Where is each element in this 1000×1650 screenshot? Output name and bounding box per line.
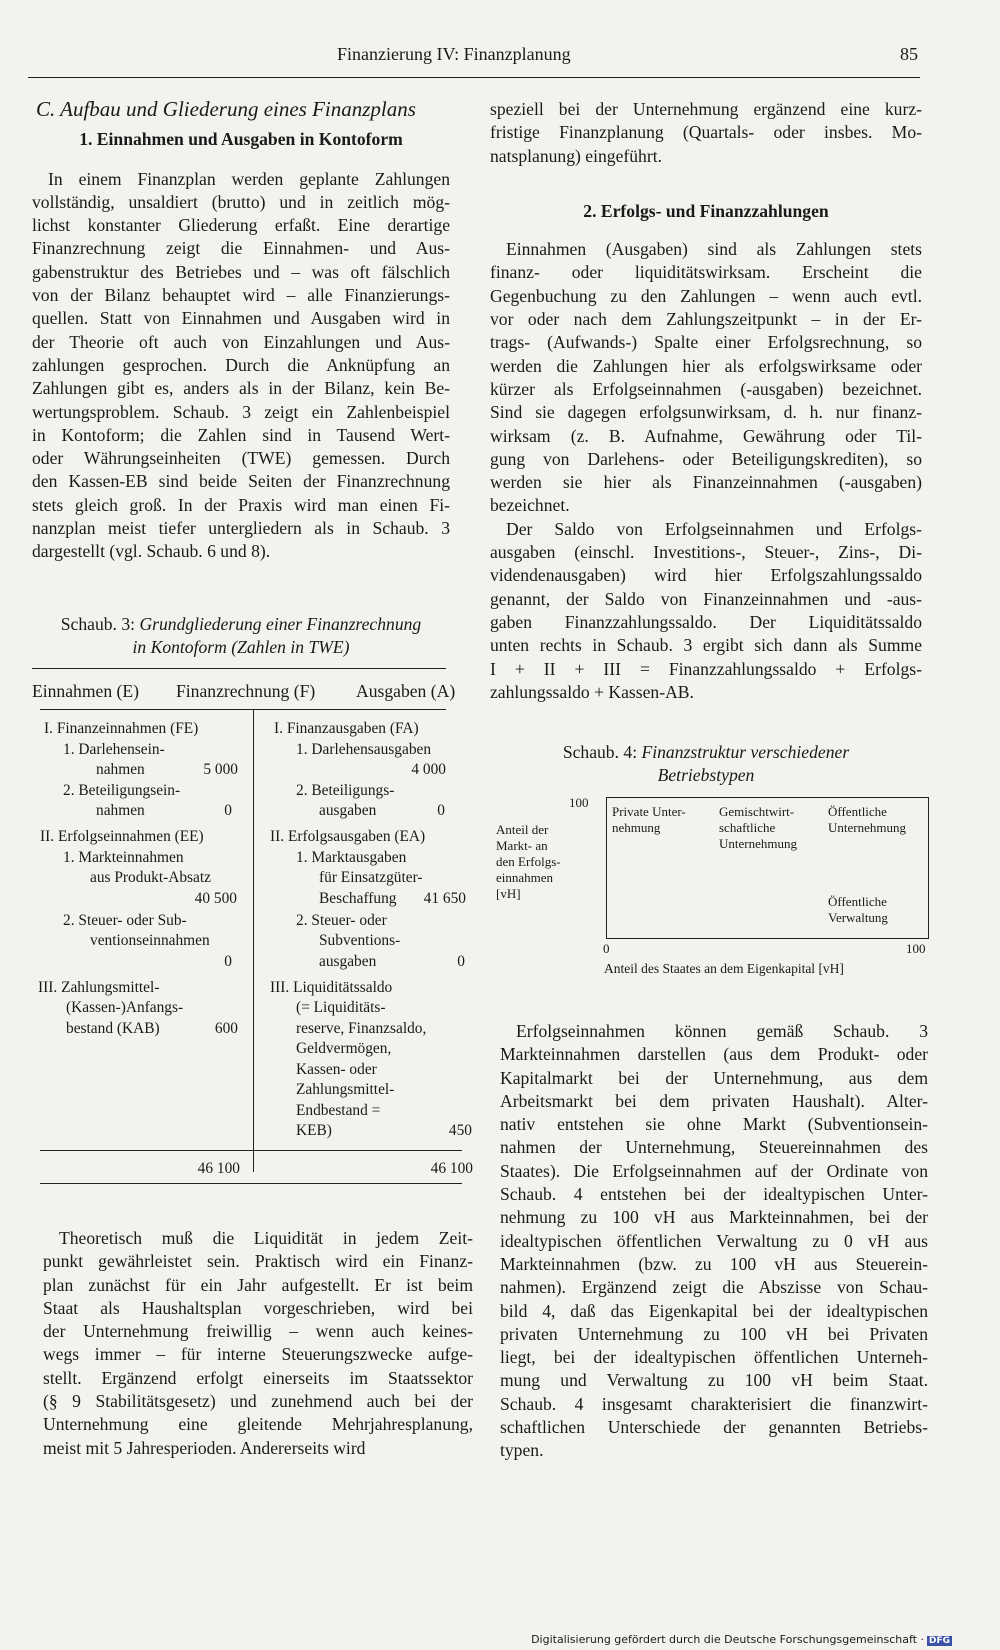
right-column-top [490,98,922,704]
text-line: trags- (Aufwands-) Spalte einer Erfolgsrechnung, so [490,332,922,353]
tr-iiid: Geldvermögen, [296,1040,392,1057]
text-line: zahlungssaldo + Kassen-AB. [490,681,694,702]
tl-ii: II. Erfolgseinnahmen (EE) [40,828,204,845]
tr-ii2-val: 0 [457,953,465,970]
tl-i2-val: 0 [224,802,232,819]
text-line: stellt. Ergänzend erfolgt einerseits im Staatssektor [43,1367,473,1388]
tr-iii: III. Liquiditätssaldo [270,979,393,996]
text-line: gung von Darlehens- oder Beteiligungskrediten), so [490,448,922,469]
tl-ii1-val: 40 500 [194,890,237,907]
subsection-heading-1: 1. Einnahmen und Ausgaben in Kontoform [79,129,403,150]
table-center-line [253,710,254,1172]
tr-i1: 1. Darlehensausgaben [296,741,432,758]
tr-iiib: (= Liquiditäts- [296,999,386,1016]
text-line: speziell bei der Unternehmung ergänzend eine kurz- [490,99,922,119]
text-line: videndenausgaben) wird hier Erfolgszahlungssaldo [490,565,922,586]
text-line: (§ 9 Stabilitätsgesetz) und zunehmend auch bei der [43,1391,473,1412]
tr-iiie: Kassen- oder [296,1061,377,1078]
table-caption-prefix: Schaub. 3: [60,614,136,634]
table-head-mid: Finanzrechnung (F) [176,681,316,701]
tl-iii: III. Zahlungsmittel- [38,979,160,996]
text-line: Finanzrechnung zeigt die Einnahmen- und Aus- [32,238,450,259]
text-line: Markteinnahmen darstellen (aus dem Produkt- oder [500,1044,928,1065]
diagram-caption-prefix: Schaub. 4: [562,742,638,762]
table-total-right: 46 100 [430,1160,473,1177]
text-line: In einem Finanzplan werden geplante Zahlungen [48,168,450,189]
text-line: natsplanung) eingeführt. [490,145,662,166]
table-head-right: Ausgaben (A) [356,681,456,701]
tr-i: I. Finanzausgaben (FA) [274,720,419,737]
tr-i2b: ausgaben [319,802,377,819]
paragraph-r2 [490,238,922,518]
diagram-box-public-enterprise [828,804,906,836]
text-line: bezeichnet. [490,495,570,516]
box-line: schaftliche [719,820,776,835]
tr-iiif: Zahlungsmittel- [296,1081,395,1098]
box-line: nehmung [612,820,661,835]
tl-iiib: (Kassen-)Anfangs- [66,999,184,1016]
box-line: Gemischtwirt- [719,804,795,819]
text-line: privaten Unternehmung zu 100 vH bei Privaten [500,1323,928,1344]
tr-ii2b: Subventions- [319,932,401,949]
tr-ii1: 1. Marktausgaben [296,849,407,866]
text-line: idealtypischen öffentlichen Verwaltung zu 0 vH aus [500,1230,928,1251]
text-line: stets gleich groß. In der Praxis wird man einen Fi- [32,494,450,515]
text-line: meist mit 5 Jahresperioden. Andererseits wird [43,1437,366,1458]
diagram-x-right: 100 [906,941,926,956]
tl-ii1: 1. Markteinnahmen [63,849,184,866]
text-line: punkt gewährleistet sein. Praktisch wird ein Finanz- [43,1251,473,1272]
diagram-caption-title-1: Finanzstruktur verschiedener [641,742,850,762]
text-line: ausgaben (einschl. Investitions-, Steuer-, Zins-, Di- [490,542,922,563]
tr-ii2: 2. Steuer- oder [296,912,387,929]
header-rule [28,77,920,78]
text-line: gabenstruktur des Betriebes und – was oft fälschlich [32,261,450,282]
text-line: werden sie hier als Finanzeinnahmen (-ausgaben) [490,472,922,493]
text-line: zahlungen gesprochen. Durch die Anknüpfung an [32,354,450,375]
text-line: werden die Zahlungen hier als erfolgswirksame oder [490,355,922,376]
tr-ii1c: Beschaffung [319,890,397,907]
text-line: Staat als Haushaltsplan vorgeschrieben, wird bei [43,1297,473,1318]
text-line: nativ entstehen sie ohne Markt (Subventionsein- [500,1114,928,1135]
text-line: nehmung zu 100 vH aus Markteinnahmen, bei der [500,1207,928,1228]
text-line: wertungsproblem. Schaub. 3 zeigt ein Zahlenbeispiel [32,401,450,422]
right-column-bottom [500,1020,928,1463]
table-head-left: Einnahmen (E) [32,681,139,701]
tr-iiig: Endbestand = [296,1102,381,1119]
y-label-line: den Erfolgs- [496,854,561,869]
box-line: Private Unter- [612,804,686,819]
text-line: Unternehmung eine gleitende Mehrjahresplanung, [43,1414,473,1435]
diagram-x-label: Anteil des Staates an dem Eigenkapital [vH] [604,961,844,976]
tl-i: I. Finanzeinnahmen (FE) [44,720,199,737]
text-line: fristige Finanzplanung (Quartals- oder insbes. Mo- [490,122,922,143]
text-line: der Unternehmung freiwillig – wenn auch keines- [43,1321,473,1342]
text-line: schaftlichen Unterschiede der genannten Betriebs- [500,1417,928,1438]
text-line: bild 4, daß das Eigenkapital bei der idealtypischen [500,1300,928,1321]
text-line: vor oder nach dem Zahlungszeitpunkt – in der Er- [490,309,922,330]
text-line: Staates). Die Erfolgseinnahmen auf der Ordinate von [500,1160,928,1181]
box-line: Verwaltung [828,910,888,925]
text-line: von der Bilanz behauptet wird – alle Finanzierungs- [32,285,450,306]
tl-i1-val: 5 000 [203,761,238,778]
subsection-heading-2: 2. Erfolgs- und Finanzzahlungen [583,200,829,221]
text-line: I + II + III = Finanzzahlungssaldo + Erfolgs- [490,658,922,679]
text-line: Gegenbuchung zu den Zahlungen – wenn auch evtl. [490,285,922,306]
running-header: Finanzierung IV: Finanzplanung [337,44,571,64]
text-line: typen. [500,1440,544,1461]
table-sum-rule [40,1150,462,1151]
tr-i2: 2. Beteiligungs- [296,782,395,799]
text-line: lichst konstanter Gliederung erfaßt. Eine derartige [32,215,450,236]
tr-ii: II. Erfolgsausgaben (EA) [270,828,426,845]
text-line: unten rechts in Schaub. 3 ergibt sich dann als Summe [490,635,922,656]
text-line: nahmen der Unternehmung, Steuereinnahmen des [500,1137,928,1158]
text-line: Markteinnahmen (bzw. zu 100 vH aus Steuerein- [500,1253,928,1274]
y-label-line: [vH] [496,886,521,901]
tl-i1: 1. Darlehensein- [63,741,165,758]
table-caption-title-1: Grundgliederung einer Finanzrechnung [139,614,422,634]
text-line: Schaub. 4 insgesamt charakterisiert die finanzwirt- [500,1393,928,1414]
box-line: Unternehmung [828,820,906,835]
tl-iiic: bestand (KAB) [66,1020,160,1037]
table-top-rule [32,668,446,669]
diagram-y-label [496,822,561,902]
paragraph-r4 [500,1020,928,1463]
tr-i2-val: 0 [437,802,445,819]
tr-ii1b: für Einsatzgüter- [319,869,423,886]
box-line: Öffentliche [828,894,887,909]
text-line: Theoretisch muß die Liquidität in jedem Zeit- [59,1228,473,1248]
text-line: Kapitalmarkt bei der Unternehmung, aus dem [500,1067,928,1088]
paragraph-r3 [490,518,922,704]
text-line: quellen. Statt von Einnahmen und Ausgaben wird in [32,308,450,329]
box-line: Öffentliche [828,804,887,819]
tr-ii1-val: 41 650 [423,890,466,907]
text-line: in Kontoform; die Zahlen sind in Tausend Wert- [32,424,450,445]
section-heading: C. Aufbau und Gliederung eines Finanzplans [36,97,416,121]
text-line: finanz- oder liquiditätswirksam. Erscheint die [490,262,922,283]
tr-ii2c: ausgaben [319,953,377,970]
table-caption-title-2: in Kontoform (Zahlen in TWE) [132,637,350,657]
table-caption [32,613,450,659]
diagram-caption [490,741,922,787]
y-label-line: Anteil der [496,822,549,837]
tr-iiih: KEB) [296,1122,332,1139]
diagram-box-private [612,804,686,836]
text-line: Der Saldo von Erfolgseinnahmen und Erfolgs- [506,518,922,539]
footer-credit [531,1633,952,1646]
text-line: genannt, der Saldo von Finanzeinnahmen und -aus- [490,588,922,609]
dfg-logo: DFG [928,1636,950,1646]
text-line: Einnahmen (Ausgaben) sind als Zahlungen stets [506,239,922,260]
diagram-box-public-admin [828,894,888,926]
diagram-x-zero: 0 [603,941,610,956]
tl-ii2: 2. Steuer- oder Sub- [63,912,187,929]
text-line: den Kassen-EB sind beide Seiten der Finanzrechnung [32,471,450,492]
text-line: wirksam (z. B. Aufnahme, Gewährung oder Til- [490,425,922,446]
tl-ii1b: aus Produkt-Absatz [90,869,211,886]
tl-ii2-val: 0 [224,953,232,970]
paragraph-2 [43,1227,473,1460]
text-line: gaben Finanzzahlungssaldo. Der Liquiditätssaldo [490,611,922,632]
table-total-left: 46 100 [197,1160,240,1177]
text-line: Schaub. 4 entstehen bei der idealtypischen Unter- [500,1184,928,1205]
text-line: der Theorie oft auch von Einzahlungen und Aus- [32,331,450,352]
tr-i1-val: 4 000 [411,761,446,778]
tl-i2: 2. Beteiligungsein- [63,782,181,799]
y-label-line: Markt- an [496,838,548,853]
text-line: nanzplan meist tiefer untergliedern als in Schaub. 3 [32,518,450,539]
text-line: mung und Verwaltung zu 100 vH beim Staat. [500,1370,928,1391]
text-line: nahmen). Ergänzend zeigt die Abszisse von Schau- [500,1277,928,1298]
tl-iii-val: 600 [214,1020,238,1037]
text-line: Zahlungen gibt es, anders als in der Bilanz, kein Be- [32,378,450,399]
text-line: Arbeitsmarkt bei dem privaten Haushalt). Alter- [500,1090,928,1111]
tr-iii-val: 450 [448,1122,472,1139]
box-line: Unternehmung [719,836,797,851]
text-line: Sind sie dagegen erfolgsunwirksam, d. h. nur finanz- [490,402,922,423]
left-column-bottom [43,1227,473,1460]
page-number: 85 [900,44,918,64]
text-line: oder Währungseinheiten (TWE) gemessen. Durch [32,448,450,469]
diagram-caption-title-2: Betriebstypen [657,765,755,785]
y-label-line: einnahmen [496,870,554,885]
text-line: Erfolgseinnahmen können gemäß Schaub. 3 [516,1021,928,1041]
text-line: vollständig, unsaldiert (brutto) und in zeitlich mög- [32,191,450,212]
tr-iiic: reserve, Finanzsaldo, [296,1020,427,1037]
text-line: liegt, bei der idealtypischen öffentlichen Unterneh- [500,1347,928,1368]
left-column-top [32,98,450,564]
diagram-y-top: 100 [569,795,589,810]
tl-i2b: nahmen [96,802,145,819]
text-line: wegs immer – für interne Steuerungszwecke aufge- [43,1344,473,1365]
paragraph-1 [32,168,450,564]
text-line: kürzer als Erfolgseinnahmen (-ausgaben) bezeichnet. [490,378,922,399]
tl-i1b: nahmen [96,761,145,778]
text-line: dargestellt (vgl. Schaub. 6 und 8). [32,541,271,562]
table-head-rule [40,709,446,710]
table-bottom-rule [40,1183,462,1184]
footer-text: Digitalisierung gefördert durch die Deutsche Forschungsgemeinschaft · [531,1633,924,1646]
diagram-box-mixed [719,804,797,852]
tl-ii2b: ventionseinnahmen [90,932,210,949]
paragraph-r1 [490,98,922,168]
text-line: plan zunächst für ein Jahr aufgestellt. Er ist beim [43,1274,473,1295]
